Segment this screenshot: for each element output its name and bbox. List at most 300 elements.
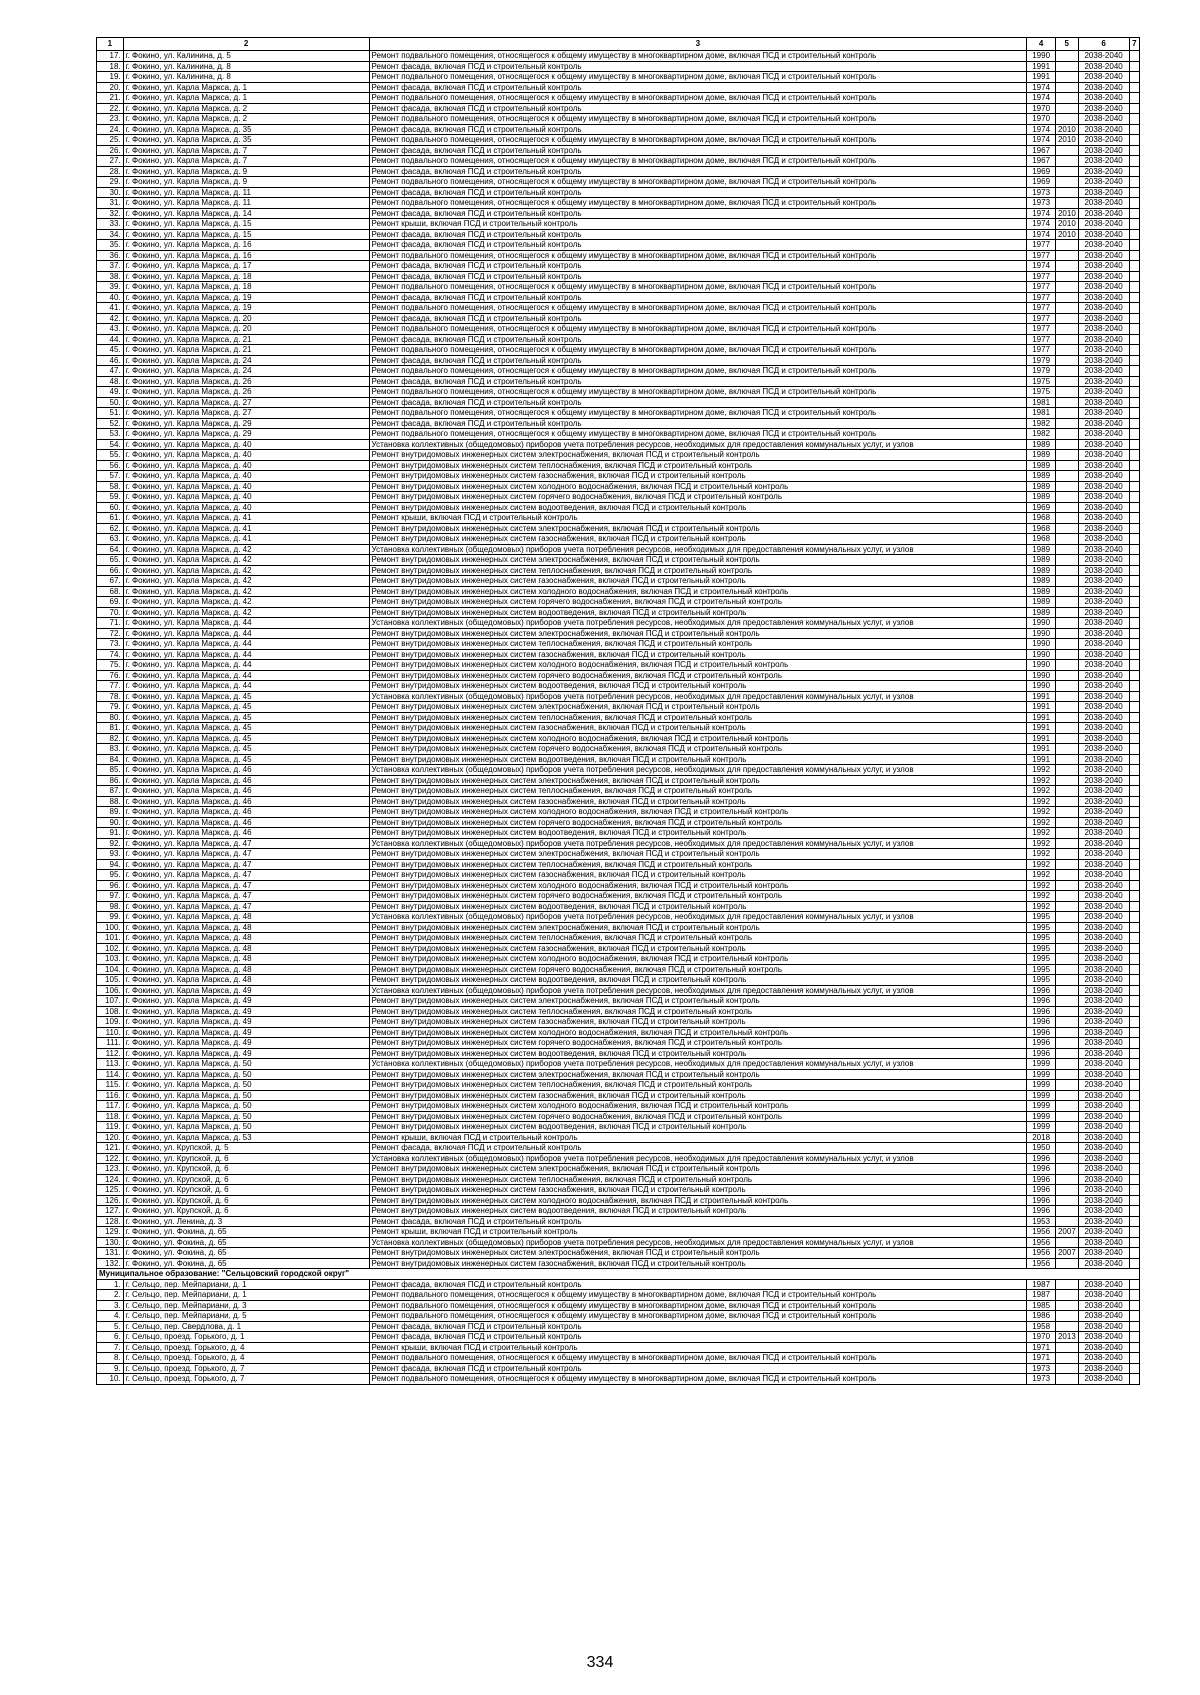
year-last-repair [1055, 1164, 1078, 1175]
extra-cell [1129, 649, 1139, 660]
work-type: Ремонт подвального помещения, относящегося к общему имуществу в многоквартирном доме, включая ПСД и строительный контроль [369, 135, 1027, 146]
extra-cell [1129, 240, 1139, 251]
address: г. Фокино, ул. Карла Маркса, д. 49 [123, 1048, 369, 1059]
year-built: 1990 [1027, 649, 1056, 660]
table-row [97, 1174, 1140, 1185]
row-number: 9. [97, 1363, 124, 1374]
year-last-repair: 2007 [1055, 1227, 1078, 1238]
work-type: Ремонт внутридомовых инженерных систем холодного водоснабжения, включая ПСД и строительный контроль [369, 954, 1027, 965]
year-last-repair [1055, 51, 1078, 62]
extra-cell [1129, 796, 1139, 807]
address: г. Фокино, ул. Карла Маркса, д. 47 [123, 891, 369, 902]
planned-period: 2038-2040 [1078, 1164, 1129, 1175]
year-last-repair [1055, 1279, 1078, 1290]
work-type: Ремонт внутридомовых инженерных систем горячего водоснабжения, включая ПСД и строительный контроль [369, 744, 1027, 755]
extra-cell [1129, 628, 1139, 639]
work-type: Ремонт внутридомовых инженерных систем электроснабжения, включая ПСД и строительный контроль [369, 1069, 1027, 1080]
extra-cell [1129, 345, 1139, 356]
year-built: 1977 [1027, 282, 1056, 293]
year-built: 1999 [1027, 1069, 1056, 1080]
planned-period: 2038-2040 [1078, 607, 1129, 618]
table-row [97, 271, 1140, 282]
address: г. Фокино, ул. Карла Маркса, д. 47 [123, 838, 369, 849]
planned-period: 2038-2040 [1078, 471, 1129, 482]
address: г. Фокино, ул. Карла Маркса, д. 18 [123, 282, 369, 293]
row-number: 127. [97, 1206, 124, 1217]
table-row [97, 870, 1140, 881]
work-type: Ремонт внутридомовых инженерных систем электроснабжения, включая ПСД и строительный контроль [369, 702, 1027, 713]
year-built: 1992 [1027, 786, 1056, 797]
work-type: Ремонт внутридомовых инженерных систем горячего водоснабжения, включая ПСД и строительный контроль [369, 670, 1027, 681]
address: г. Фокино, ул. Карла Маркса, д. 45 [123, 702, 369, 713]
address: г. Фокино, ул. Карла Маркса, д. 40 [123, 460, 369, 471]
planned-period: 2038-2040 [1078, 691, 1129, 702]
table-row [97, 1258, 1140, 1269]
address: г. Фокино, ул. Карла Маркса, д. 11 [123, 187, 369, 198]
address: г. Фокино, ул. Крупской, д. 6 [123, 1164, 369, 1175]
year-built: 1977 [1027, 250, 1056, 261]
row-number: 26. [97, 145, 124, 156]
address: г. Фокино, ул. Карла Маркса, д. 46 [123, 796, 369, 807]
extra-cell [1129, 565, 1139, 576]
work-type: Установка коллективных (общедомовых) приборов учета потребления ресурсов, необходимых для предоставления коммунальных услуг, и узлов [369, 691, 1027, 702]
work-type: Ремонт фасада, включая ПСД и строительный контроль [369, 208, 1027, 219]
year-built: 1991 [1027, 733, 1056, 744]
year-last-repair [1055, 439, 1078, 450]
work-type: Ремонт внутридомовых инженерных систем электроснабжения, включая ПСД и строительный контроль [369, 775, 1027, 786]
extra-cell [1129, 103, 1139, 114]
table-row [97, 198, 1140, 209]
planned-period: 2038-2040 [1078, 1258, 1129, 1269]
year-last-repair: 2007 [1055, 1248, 1078, 1259]
year-last-repair [1055, 250, 1078, 261]
extra-cell [1129, 450, 1139, 461]
table-row [97, 555, 1140, 566]
extra-cell [1129, 145, 1139, 156]
planned-period: 2038-2040 [1078, 250, 1129, 261]
extra-cell [1129, 82, 1139, 93]
address: г. Фокино, ул. Карла Маркса, д. 7 [123, 145, 369, 156]
address: г. Фокино, ул. Карла Маркса, д. 46 [123, 828, 369, 839]
year-built: 1992 [1027, 775, 1056, 786]
row-number: 84. [97, 754, 124, 765]
row-number: 43. [97, 324, 124, 335]
work-type: Ремонт внутридомовых инженерных систем электроснабжения, включая ПСД и строительный контроль [369, 1248, 1027, 1259]
work-type: Ремонт внутридомовых инженерных систем водоотведения, включая ПСД и строительный контроль [369, 1048, 1027, 1059]
address: г. Фокино, ул. Карла Маркса, д. 19 [123, 292, 369, 303]
address: г. Фокино, ул. Фокина, д. 65 [123, 1258, 369, 1269]
year-built: 1996 [1027, 1206, 1056, 1217]
extra-cell [1129, 712, 1139, 723]
row-number: 53. [97, 429, 124, 440]
extra-cell [1129, 460, 1139, 471]
extra-cell [1129, 1132, 1139, 1143]
extra-cell [1129, 1353, 1139, 1364]
extra-cell [1129, 1038, 1139, 1049]
work-type: Установка коллективных (общедомовых) приборов учета потребления ресурсов, необходимых для предоставления коммунальных услуг, и узлов [369, 1153, 1027, 1164]
row-number: 104. [97, 964, 124, 975]
row-number: 56. [97, 460, 124, 471]
work-type: Ремонт внутридомовых инженерных систем электроснабжения, включая ПСД и строительный контроль [369, 922, 1027, 933]
table-row [97, 376, 1140, 387]
extra-cell [1129, 691, 1139, 702]
year-last-repair [1055, 61, 1078, 72]
table-row [97, 124, 1140, 135]
year-built: 1995 [1027, 964, 1056, 975]
table-row [97, 828, 1140, 839]
planned-period: 2038-2040 [1078, 408, 1129, 419]
work-type: Ремонт подвального помещения, относящегося к общему имуществу в многоквартирном доме, включая ПСД и строительный контроль [369, 345, 1027, 356]
row-number: 42. [97, 313, 124, 324]
planned-period: 2038-2040 [1078, 754, 1129, 765]
extra-cell [1129, 975, 1139, 986]
planned-period: 2038-2040 [1078, 103, 1129, 114]
work-type: Ремонт внутридомовых инженерных систем электроснабжения, включая ПСД и строительный контроль [369, 1164, 1027, 1175]
table-row [97, 891, 1140, 902]
year-last-repair [1055, 597, 1078, 608]
row-number: 98. [97, 901, 124, 912]
year-last-repair [1055, 334, 1078, 345]
row-number: 44. [97, 334, 124, 345]
address: г. Фокино, ул. Карла Маркса, д. 14 [123, 208, 369, 219]
year-built: 1991 [1027, 744, 1056, 755]
planned-period: 2038-2040 [1078, 1290, 1129, 1301]
row-number: 107. [97, 996, 124, 1007]
planned-period: 2038-2040 [1078, 891, 1129, 902]
row-number: 45. [97, 345, 124, 356]
table-row [97, 681, 1140, 692]
address: г. Фокино, ул. Карла Маркса, д. 48 [123, 912, 369, 923]
address: г. Фокино, ул. Карла Маркса, д. 50 [123, 1080, 369, 1091]
work-type: Ремонт фасада, включая ПСД и строительный контроль [369, 1363, 1027, 1374]
work-type: Ремонт внутридомовых инженерных систем теплоснабжения, включая ПСД и строительный контроль [369, 639, 1027, 650]
planned-period: 2038-2040 [1078, 1195, 1129, 1206]
extra-cell [1129, 1006, 1139, 1017]
year-built: 1992 [1027, 828, 1056, 839]
address: г. Фокино, ул. Крупской, д. 6 [123, 1206, 369, 1217]
table-row [97, 712, 1140, 723]
work-type: Ремонт внутридомовых инженерных систем теплоснабжения, включая ПСД и строительный контроль [369, 460, 1027, 471]
year-last-repair [1055, 681, 1078, 692]
planned-period: 2038-2040 [1078, 744, 1129, 755]
row-number: 30. [97, 187, 124, 198]
table-row [97, 1195, 1140, 1206]
extra-cell [1129, 912, 1139, 923]
extra-cell [1129, 156, 1139, 167]
table-row [97, 754, 1140, 765]
extra-cell [1129, 817, 1139, 828]
address: г. Фокино, ул. Карла Маркса, д. 18 [123, 271, 369, 282]
row-number: 106. [97, 985, 124, 996]
year-built: 1989 [1027, 492, 1056, 503]
row-number: 72. [97, 628, 124, 639]
planned-period: 2038-2040 [1078, 1279, 1129, 1290]
table-row [97, 408, 1140, 419]
year-last-repair [1055, 1311, 1078, 1322]
year-built: 1973 [1027, 187, 1056, 198]
address: г. Фокино, ул. Карла Маркса, д. 49 [123, 1038, 369, 1049]
year-built: 1977 [1027, 303, 1056, 314]
extra-cell [1129, 607, 1139, 618]
row-number: 112. [97, 1048, 124, 1059]
row-number: 63. [97, 534, 124, 545]
row-number: 103. [97, 954, 124, 965]
extra-cell [1129, 870, 1139, 881]
year-built: 1996 [1027, 1174, 1056, 1185]
address: г. Фокино, ул. Карла Маркса, д. 41 [123, 513, 369, 524]
table-row [97, 670, 1140, 681]
planned-period: 2038-2040 [1078, 838, 1129, 849]
work-type: Ремонт внутридомовых инженерных систем теплоснабжения, включая ПСД и строительный контроль [369, 1080, 1027, 1091]
year-built: 1982 [1027, 429, 1056, 440]
work-type: Установка коллективных (общедомовых) приборов учета потребления ресурсов, необходимых для предоставления коммунальных услуг, и узлов [369, 544, 1027, 555]
year-built: 1974 [1027, 219, 1056, 230]
table-row [97, 1153, 1140, 1164]
table-row [97, 933, 1140, 944]
extra-cell [1129, 922, 1139, 933]
year-last-repair: 2010 [1055, 208, 1078, 219]
extra-cell [1129, 292, 1139, 303]
table-row [97, 156, 1140, 167]
extra-cell [1129, 943, 1139, 954]
extra-cell [1129, 891, 1139, 902]
planned-period: 2038-2040 [1078, 1216, 1129, 1227]
planned-period: 2038-2040 [1078, 996, 1129, 1007]
address: г. Сельцо, проезд. Горького, д. 4 [123, 1342, 369, 1353]
planned-period: 2038-2040 [1078, 1342, 1129, 1353]
planned-period: 2038-2040 [1078, 1174, 1129, 1185]
extra-cell [1129, 229, 1139, 240]
address: г. Фокино, ул. Карла Маркса, д. 45 [123, 691, 369, 702]
row-number: 128. [97, 1216, 124, 1227]
planned-period: 2038-2040 [1078, 681, 1129, 692]
extra-cell [1129, 51, 1139, 62]
row-number: 97. [97, 891, 124, 902]
address: г. Фокино, ул. Карла Маркса, д. 45 [123, 744, 369, 755]
address: г. Фокино, ул. Карла Маркса, д. 44 [123, 681, 369, 692]
year-last-repair [1055, 1122, 1078, 1133]
year-built: 1971 [1027, 1342, 1056, 1353]
work-type: Ремонт подвального помещения, относящегося к общему имуществу в многоквартирном доме, включая ПСД и строительный контроль [369, 1311, 1027, 1322]
address: г. Фокино, ул. Карла Маркса, д. 27 [123, 397, 369, 408]
year-last-repair [1055, 408, 1078, 419]
work-type: Ремонт внутридомовых инженерных систем газоснабжения, включая ПСД и строительный контроль [369, 1258, 1027, 1269]
year-last-repair [1055, 996, 1078, 1007]
work-type: Ремонт фасада, включая ПСД и строительный контроль [369, 271, 1027, 282]
address: г. Фокино, ул. Карла Маркса, д. 46 [123, 775, 369, 786]
extra-cell [1129, 660, 1139, 671]
planned-period: 2038-2040 [1078, 229, 1129, 240]
year-last-repair [1055, 1363, 1078, 1374]
row-number: 17. [97, 51, 124, 62]
address: г. Сельцо, проезд. Горького, д. 4 [123, 1353, 369, 1364]
year-built: 1971 [1027, 1353, 1056, 1364]
year-last-repair [1055, 93, 1078, 104]
planned-period: 2038-2040 [1078, 597, 1129, 608]
extra-cell [1129, 481, 1139, 492]
year-built: 1992 [1027, 817, 1056, 828]
extra-cell [1129, 681, 1139, 692]
year-last-repair [1055, 660, 1078, 671]
extra-cell [1129, 439, 1139, 450]
planned-period: 2038-2040 [1078, 786, 1129, 797]
year-last-repair [1055, 282, 1078, 293]
table-row [97, 1048, 1140, 1059]
address: г. Фокино, ул. Карла Маркса, д. 42 [123, 576, 369, 587]
row-number: 32. [97, 208, 124, 219]
address: г. Фокино, ул. Карла Маркса, д. 42 [123, 586, 369, 597]
year-last-repair [1055, 271, 1078, 282]
work-type: Ремонт внутридомовых инженерных систем газоснабжения, включая ПСД и строительный контроль [369, 943, 1027, 954]
table-row [97, 523, 1140, 534]
row-number: 82. [97, 733, 124, 744]
year-built: 1999 [1027, 1059, 1056, 1070]
year-built: 1979 [1027, 366, 1056, 377]
row-number: 22. [97, 103, 124, 114]
row-number: 80. [97, 712, 124, 723]
year-built: 1990 [1027, 628, 1056, 639]
work-type: Ремонт внутридомовых инженерных систем газоснабжения, включая ПСД и строительный контроль [369, 649, 1027, 660]
extra-cell [1129, 1185, 1139, 1196]
year-built: 1969 [1027, 166, 1056, 177]
year-last-repair [1055, 450, 1078, 461]
row-number: 64. [97, 544, 124, 555]
work-type: Ремонт внутридомовых инженерных систем газоснабжения, включая ПСД и строительный контроль [369, 534, 1027, 545]
year-last-repair [1055, 817, 1078, 828]
address: г. Фокино, ул. Карла Маркса, д. 19 [123, 303, 369, 314]
year-built: 1989 [1027, 597, 1056, 608]
address: г. Фокино, ул. Карла Маркса, д. 46 [123, 786, 369, 797]
table-row [97, 471, 1140, 482]
planned-period: 2038-2040 [1078, 1321, 1129, 1332]
section-header-row [97, 1269, 1140, 1280]
extra-cell [1129, 72, 1139, 83]
year-built: 1989 [1027, 607, 1056, 618]
row-number: 24. [97, 124, 124, 135]
row-number: 50. [97, 397, 124, 408]
year-built: 1968 [1027, 534, 1056, 545]
table-row [97, 282, 1140, 293]
year-last-repair [1055, 1185, 1078, 1196]
extra-cell [1129, 408, 1139, 419]
year-built: 1987 [1027, 1290, 1056, 1301]
planned-period: 2038-2040 [1078, 303, 1129, 314]
year-built: 1974 [1027, 93, 1056, 104]
year-built: 1990 [1027, 681, 1056, 692]
extra-cell [1129, 996, 1139, 1007]
year-built: 1956 [1027, 1227, 1056, 1238]
planned-period: 2038-2040 [1078, 1090, 1129, 1101]
planned-period: 2038-2040 [1078, 1027, 1129, 1038]
address: г. Фокино, ул. Карла Маркса, д. 2 [123, 103, 369, 114]
planned-period: 2038-2040 [1078, 1332, 1129, 1343]
table-row [97, 61, 1140, 72]
year-built: 1974 [1027, 135, 1056, 146]
table-row [97, 901, 1140, 912]
address: г. Фокино, ул. Карла Маркса, д. 47 [123, 849, 369, 860]
year-last-repair [1055, 471, 1078, 482]
table-row [97, 859, 1140, 870]
address: г. Фокино, ул. Карла Маркса, д. 40 [123, 450, 369, 461]
year-last-repair [1055, 618, 1078, 629]
extra-cell [1129, 954, 1139, 965]
table-row [97, 513, 1140, 524]
address: г. Сельцо, пер. Мейпариани, д. 1 [123, 1290, 369, 1301]
address: г. Фокино, ул. Карла Маркса, д. 48 [123, 975, 369, 986]
year-last-repair [1055, 460, 1078, 471]
table-row [97, 954, 1140, 965]
table-row [97, 807, 1140, 818]
row-number: 117. [97, 1101, 124, 1112]
year-last-repair [1055, 1090, 1078, 1101]
address: г. Фокино, ул. Карла Маркса, д. 44 [123, 618, 369, 629]
extra-cell [1129, 1216, 1139, 1227]
planned-period: 2038-2040 [1078, 1017, 1129, 1028]
year-last-repair [1055, 576, 1078, 587]
table-row [97, 366, 1140, 377]
extra-cell [1129, 513, 1139, 524]
register-sheet [96, 37, 1140, 1385]
work-type: Ремонт внутридомовых инженерных систем холодного водоснабжения, включая ПСД и строительный контроль [369, 1027, 1027, 1038]
work-type: Ремонт подвального помещения, относящегося к общему имуществу в многоквартирном доме, включая ПСД и строительный контроль [369, 156, 1027, 167]
year-last-repair [1055, 303, 1078, 314]
row-number: 49. [97, 387, 124, 398]
table-body [97, 51, 1140, 1385]
year-built: 1989 [1027, 460, 1056, 471]
planned-period: 2038-2040 [1078, 1111, 1129, 1122]
address: г. Фокино, ул. Карла Маркса, д. 50 [123, 1090, 369, 1101]
table-row [97, 355, 1140, 366]
table-row [97, 1374, 1140, 1385]
year-last-repair [1055, 691, 1078, 702]
work-type: Ремонт внутридомовых инженерных систем водоотведения, включая ПСД и строительный контроль [369, 1206, 1027, 1217]
planned-period: 2038-2040 [1078, 460, 1129, 471]
row-number: 113. [97, 1059, 124, 1070]
address: г. Фокино, ул. Карла Маркса, д. 17 [123, 261, 369, 272]
row-number: 99. [97, 912, 124, 923]
year-built: 1950 [1027, 1143, 1056, 1154]
table-row [97, 660, 1140, 671]
table-row [97, 1069, 1140, 1080]
extra-cell [1129, 1048, 1139, 1059]
table-row [97, 1248, 1140, 1259]
row-number: 40. [97, 292, 124, 303]
address: г. Фокино, ул. Карла Маркса, д. 49 [123, 996, 369, 1007]
year-built: 1977 [1027, 240, 1056, 251]
work-type: Ремонт фасада, включая ПСД и строительный контроль [369, 292, 1027, 303]
year-last-repair [1055, 1111, 1078, 1122]
work-type: Установка коллективных (общедомовых) приборов учета потребления ресурсов, необходимых для предоставления коммунальных услуг, и узлов [369, 439, 1027, 450]
row-number: 85. [97, 765, 124, 776]
row-number: 69. [97, 597, 124, 608]
row-number: 6. [97, 1332, 124, 1343]
work-type: Ремонт внутридомовых инженерных систем газоснабжения, включая ПСД и строительный контроль [369, 1185, 1027, 1196]
year-last-repair [1055, 607, 1078, 618]
planned-period: 2038-2040 [1078, 1101, 1129, 1112]
work-type: Ремонт подвального помещения, относящегося к общему имуществу в многоквартирном доме, включая ПСД и строительный контроль [369, 366, 1027, 377]
extra-cell [1129, 733, 1139, 744]
work-type: Ремонт внутридомовых инженерных систем теплоснабжения, включая ПСД и строительный контроль [369, 1174, 1027, 1185]
year-last-repair [1055, 72, 1078, 83]
work-type: Ремонт внутридомовых инженерных систем холодного водоснабжения, включая ПСД и строительный контроль [369, 880, 1027, 891]
table-row [97, 649, 1140, 660]
extra-cell [1129, 901, 1139, 912]
table-row [97, 1353, 1140, 1364]
extra-cell [1129, 114, 1139, 125]
planned-period: 2038-2040 [1078, 901, 1129, 912]
year-built: 1970 [1027, 1332, 1056, 1343]
address: г. Фокино, ул. Карла Маркса, д. 40 [123, 471, 369, 482]
